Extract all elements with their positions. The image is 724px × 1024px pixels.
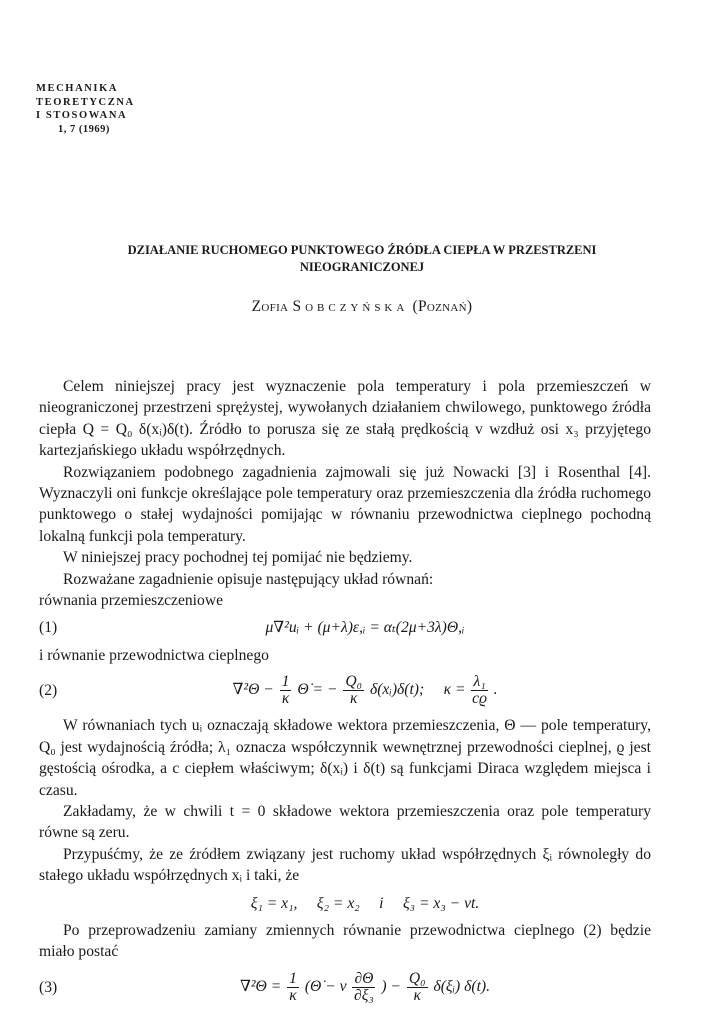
paragraph-initial-conditions: Zakładamy, że w chwili t = 0 składowe wektora przemieszczenia oraz pole temperatury równe są zeru.: [39, 802, 651, 842]
eq2-f3-num: λ₁: [473, 673, 486, 691]
journal-header: [36, 82, 135, 136]
equation-xi: [39, 893, 651, 914]
eq2-end: .: [493, 681, 498, 699]
paragraph-system: Rozważane zagadnienie opisuje następujący układ równań:: [63, 570, 434, 588]
eq3-fraction-1: [287, 971, 299, 1004]
paragraph-prior-work: Rozwiązaniem podobnego zagadnienia zajmowali się już Nowacki [3] i Rosenthal [4]. Wyznaczyli oni funkcje określające pole temperatury oraz przemieszczenia dla źródła ruchomego punktowego o stałej wydajności pomijając w równaniu przewodnictwa cieplnego pochodną lokalną funkcji pola temperatury.: [39, 463, 651, 545]
paragraph-heat-label: i równanie przewodnictwa cieplnego: [39, 646, 269, 664]
journal-name-line-3: I STOSOWANA: [36, 110, 128, 121]
eq2-fraction-1: [280, 674, 292, 707]
eq3-f3-den: κ: [413, 986, 421, 1004]
author-last-name: Sobczyńska: [292, 298, 409, 315]
equation-1-number: (1): [39, 619, 58, 637]
paragraph-moving-frame: Przypuśćmy, że ze źródłem związany jest ruchomy układ współrzędnych ξᵢ równoległy do stałego układu współrzędnych xᵢ i taki, że: [39, 845, 651, 885]
paragraph-notation: W równaniach tych uᵢ oznaczają składowe wektora przemieszczenia, Θ — pole temperatury, Q₀ jest wydajnością źródła; λ₁ oznacza współczynnik wewnętrznej przewodności cieplnej, ϱ jest gęstością ośrodka, a c ciepłem właściwym; δ(xᵢ) i δ(t) są funkcjami Diraca względem miejsca i czasu.: [39, 717, 651, 799]
eq3-part-d: δ(ξᵢ) δ(t).: [433, 977, 490, 995]
equation-2: [39, 674, 651, 707]
paper-body: [39, 376, 651, 1012]
eq2-fraction-2: [343, 674, 364, 707]
author-affiliation: (Poznań): [412, 298, 473, 315]
paragraph-displacement-label: równania przemieszczeniowe: [39, 592, 223, 610]
eq3-f2-num: ∂Θ: [354, 969, 374, 987]
equation-3: [39, 971, 651, 1004]
paragraph-intro: Celem niniejszej pracy jest wyznaczenie pola temperatury i pola przemieszczeń w nieograniczonej przestrzeni sprężystej, wywołanych działaniem chwilowego, punktowego źródła ciepła Q = Q₀ δ(xᵢ)δ(t). Źródło to porusza się ze stałą prędkością v wzdłuż osi x₃ przyjętego kartezjańskiego układu współrzędnych.: [39, 378, 651, 460]
equation-1-expression: μ∇²uᵢ + (μ+λ)ε,ᵢ = αₜ(2μ+3λ)Θ,ᵢ: [265, 619, 465, 637]
eq2-part-c: δ(xᵢ)δ(t); κ =: [369, 681, 466, 699]
eq2-f1-num: 1: [281, 673, 290, 691]
journal-volume: 1, 7 (1969): [58, 123, 110, 135]
eq2-f2-num: Q₀: [345, 673, 363, 691]
eq3-f3-num: Q₀: [408, 969, 426, 987]
eq2-part-b: Θ̇ = −: [297, 681, 338, 699]
equation-1: [39, 617, 651, 638]
eq3-f1-num: 1: [289, 969, 297, 987]
eq3-part-a: ∇²Θ =: [239, 977, 282, 995]
equation-2-expression: [79, 674, 651, 707]
equation-3-expression: [79, 971, 651, 1004]
author-first-name: Zofia: [251, 298, 289, 315]
eq2-f1-den: κ: [281, 690, 290, 708]
equation-xi-expression: ξ₁ = x₁, ξ₂ = x₂ i ξ₃ = x₃ − vt.: [250, 894, 480, 912]
eq2-f2-den: κ: [349, 690, 358, 708]
paper-title: [70, 242, 654, 276]
eq3-f1-den: κ: [289, 986, 297, 1004]
eq3-part-b: (Θ̇ − v: [304, 977, 347, 995]
eq3-fraction-2: [352, 971, 375, 1004]
equation-2-number: (2): [39, 682, 58, 700]
author-line: [0, 298, 724, 316]
eq3-fraction-3: [407, 971, 428, 1004]
eq2-f3-den: cϱ: [472, 690, 487, 708]
title-line-1: DZIAŁANIE RUCHOMEGO PUNKTOWEGO ŹRÓDŁA CIEPŁA W PRZESTRZENI: [127, 243, 597, 257]
journal-name-line-2: TEORETYCZNA: [36, 96, 135, 108]
title-line-2: NIEOGRANICZONEJ: [299, 260, 425, 274]
equation-3-number: (3): [39, 978, 58, 996]
eq3-part-c: ) −: [381, 977, 401, 995]
eq2-fraction-3: [471, 674, 487, 707]
paragraph-scope: W niniejszej pracy pochodnej tej pomijać nie będziemy.: [63, 549, 413, 567]
journal-name-line-1: MECHANIKA: [36, 83, 119, 94]
paragraph-transformed: Po przeprowadzeniu zamiany zmiennych równanie przewodnictwa cieplnego (2) będzie miało postać: [39, 921, 651, 961]
eq3-f2-den: ∂ξ₃: [354, 986, 374, 1004]
eq2-part-a: ∇²Θ −: [232, 681, 274, 699]
